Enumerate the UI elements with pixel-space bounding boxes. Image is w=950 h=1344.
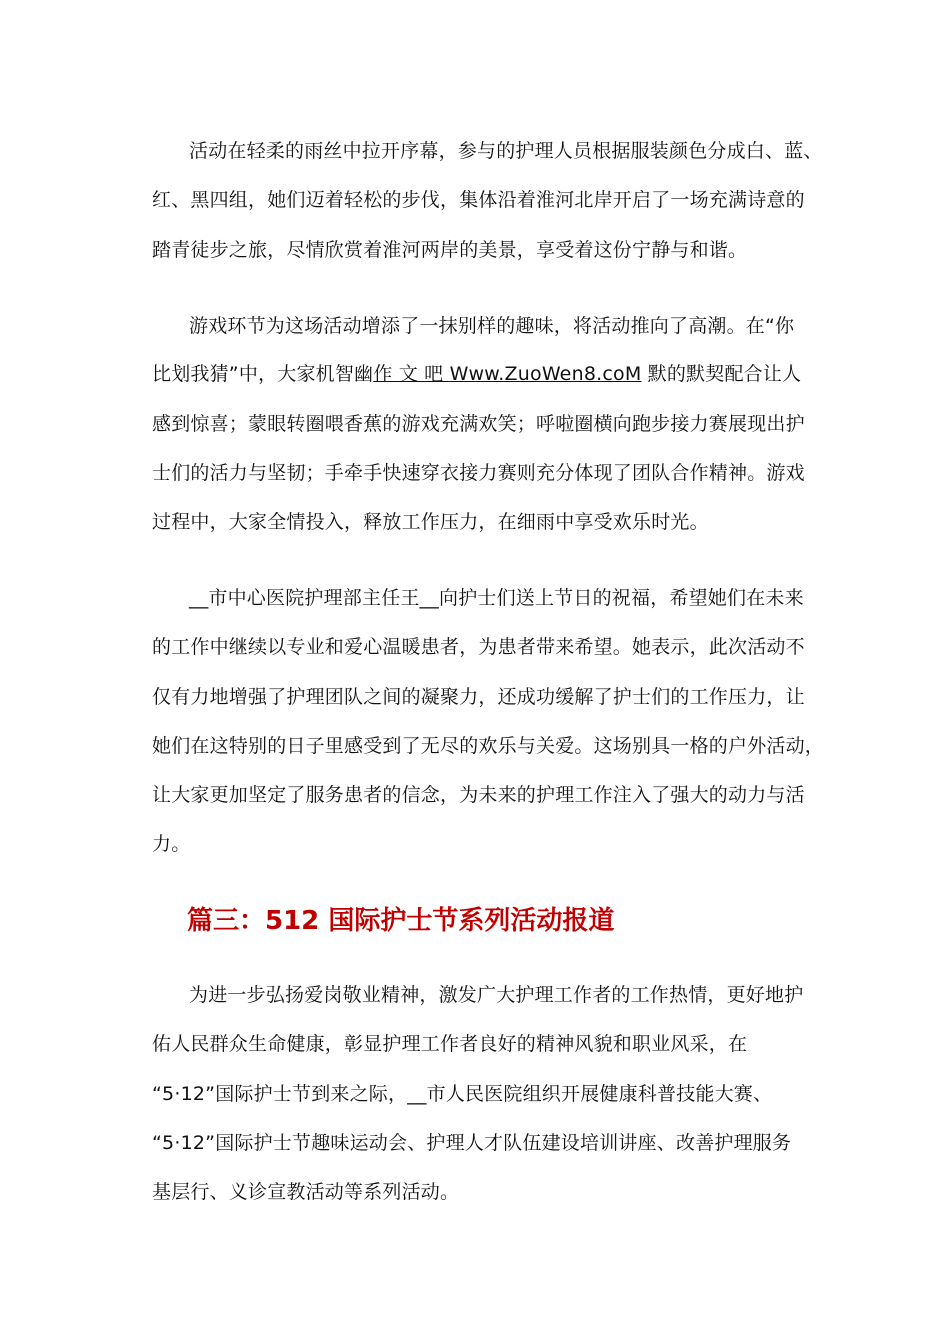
section-paragraph-line-2: 佑人民群众生命健康，彰显护理工作者良好的精神风貌和职业风采，在 [152,1033,748,1055]
paragraph-2-line-3: 感到惊喜；蒙眼转圈喂香蕉的游戏充满欢笑；呼啦圈横向跑步接力赛展现出护 [152,413,805,435]
paragraph-2-line-4: 士们的活力与坚韧；手牵手快速穿衣接力赛则充分体现了团队合作精神。游戏 [152,462,805,484]
paragraph-2-line-5: 过程中，大家全情投入，释放工作压力，在细雨中享受欢乐时光。 [152,511,709,533]
paragraph-2-line-1: 游戏环节为这场活动增添了一抹别样的趣味，将活动推向了高潮。在“你 [189,315,795,337]
paragraph-2-line-2 [152,362,801,386]
paragraph-3-line-6: 力。 [152,833,191,855]
paragraph-3-line-3: 仅有力地增强了护理团队之间的凝聚力，还成功缓解了护士们的工作压力，让 [152,686,805,708]
paragraph-3-line-4: 她们在这特别的日子里感受到了无尽的欢乐与关爱。这场别具一格的户外活动， [152,735,825,757]
paragraph-2-line-2-end: 默的默契配合让人 [641,363,802,385]
section-heading: 篇三：512 国际护士节系列活动报道 [187,906,615,936]
section-paragraph-line-5: 基层行、义诊宣教活动等系列活动。 [152,1181,460,1203]
paragraph-3-line-5: 让大家更加坚定了服务患者的信念，为未来的护理工作注入了强大的动力与活 [152,784,805,806]
paragraph-2-line-2-start: 比划我猜”中，大家机智幽 [152,363,374,385]
paragraph-3-line-1: __市中心医院护理部主任王__向护士们送上节日的祝福，希望她们在未来 [189,587,804,609]
section-paragraph-line-4: “5·12”国际护士节趣味运动会、护理人才队伍建设培训讲座、改善护理服务 [152,1132,792,1154]
section-paragraph-line-3: “5·12”国际护士节到来之际，__市人民医院组织开展健康科普技能大赛、 [152,1083,773,1105]
watermark-link[interactable]: 作 文 吧 Www.ZuoWen8.coM [373,363,642,385]
paragraph-3-line-2: 的工作中继续以专业和爱心温暖患者，为患者带来希望。她表示，此次活动不 [152,636,805,658]
paragraph-1-line-2: 红、黑四组，她们迈着轻松的步伐，集体沿着淮河北岸开启了一场充满诗意的 [152,189,805,211]
paragraph-1-line-3: 踏青徒步之旅，尽情欣赏着淮河两岸的美景，享受着这份宁静与和谐。 [152,239,748,261]
section-paragraph-line-1: 为进一步弘扬爱岗敬业精神，激发广大护理工作者的工作热情，更好地护 [189,984,804,1006]
paragraph-1-line-1: 活动在轻柔的雨丝中拉开序幕，参与的护理人员根据服装颜色分成白、蓝、 [189,140,823,162]
